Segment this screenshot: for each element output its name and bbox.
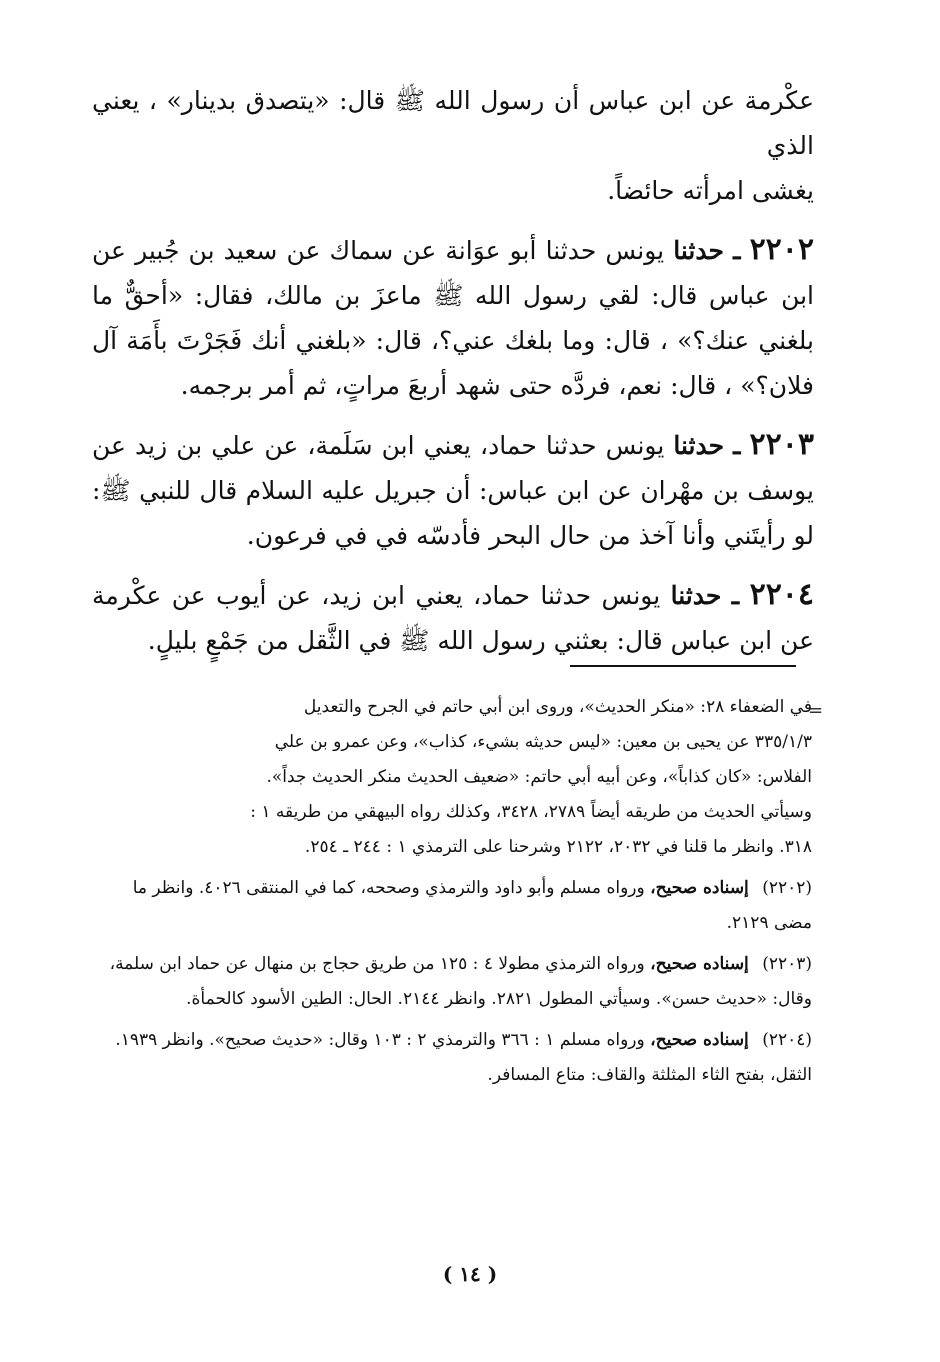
hadith-number: ٢٢٠٢ [749, 232, 815, 267]
dash: ـ [731, 581, 740, 610]
hadith-2204 [92, 572, 814, 663]
footnote-separator [570, 665, 796, 667]
footnote-grading: إسناده صحيح، [650, 1030, 749, 1050]
page-number: ( ١٤ ) [442, 1262, 498, 1286]
text-line: عكْرمة عن ابن عباس أن رسول الله ﷺ قال: «يتصدق بدينار» ، يعني الذي [92, 86, 814, 160]
footnote-label: (٢٢٠٣) [762, 954, 812, 974]
hadith-keyword: حدثنا [670, 581, 722, 610]
footnote-2204 [100, 1023, 812, 1093]
continuation-mark: = [808, 700, 824, 721]
hadith-2202 [92, 227, 814, 408]
hadith-number: ٢٢٠٣ [749, 427, 814, 462]
footnote-line: وسيأتي الحديث من طريقه أيضاً ٢٧٨٩، ٣٤٢٨، وكذلك رواه البيهقي من طريقه ١ : [250, 802, 812, 822]
paragraph-continuation [92, 78, 814, 213]
footnote-line: ٣٣٥/١/٣ عن يحيى بن معين: «ليس حديثه بشيء، كذاب»، وعن عمرو بن علي [274, 732, 812, 752]
hadith-text: يونس حدثنا حماد، يعني ابن سَلَمة، عن علي بن زيد عن يوسف بن مهْران عن ابن عباس: أن جبريل عليه السلام قال للنبي ﷺ: لو رأيتَني وأنا آخذ من حال البحر فأدسّه في في فرعون. [92, 431, 814, 550]
footnote-continued [100, 690, 812, 865]
footnote-2202 [100, 871, 812, 941]
hadith-number: ٢٢٠٤ [749, 577, 815, 612]
footnote-grading: إسناده صحيح، [650, 878, 749, 898]
dash: ـ [733, 431, 741, 460]
hadith-2203 [92, 422, 814, 558]
hadith-text: يونس حدثنا أبو عوَانة عن سماك عن سعيد بن جُبير عن ابن عباس قال: لقي رسول الله ﷺ ماعزَ بن مالك، فقال: «أحقٌّ ما بلغني عنك؟» ، قال: وما بلغك عني؟، قال: «بلغني أنك فَجَرْتَ بأَمَة آل فلان؟» ، قال: نعم، فردَّه حتى شهد أربعَ مراتٍ، ثم أمر برجمه. [92, 236, 814, 400]
footnote-grading: إسناده صحيح، [650, 954, 749, 974]
footnote-label: (٢٢٠٢) [762, 878, 812, 898]
hadith-text: يونس حدثنا حماد، يعني ابن زيد، عن أيوب عن عكْرمة عن ابن عباس قال: بعثني رسول الله ﷺ في الثَّقل من جَمْعٍ بليلٍ. [92, 581, 814, 655]
main-text-block [92, 78, 814, 677]
dash: ـ [733, 236, 741, 265]
footnote-label: (٢٢٠٤) [762, 1030, 812, 1050]
footnote-2203 [100, 947, 812, 1017]
footnote-text: ورواه مسلم وأبو داود والترمذي وصححه، كما في المنتقى ٤٠٢٦. وانظر ما مضى ٢١٢٩. [132, 878, 812, 933]
hadith-keyword: حدثنا [673, 431, 725, 460]
footnote-text: ورواه الترمذي مطولا ٤ : ١٢٥ من طريق حجاج بن منهال عن حماد ابن سلمة، وقال: «حديث حسن». وسيأتي المطول ٢٨٢١. وانظر ٢١٤٤. الحال: الطين الأسود كالحمأة. [109, 954, 812, 1009]
footnote-text: ورواه مسلم ١ : ٣٦٦ والترمذي ٢ : ١٠٣ وقال: «حديث صحيح». وانظر ١٩٣٩. الثقل، بفتح الثاء المثلثة والقاف: متاع المسافر. [115, 1030, 812, 1085]
text-line: يغشى امرأته حائضاً. [607, 176, 814, 205]
footnote-line: ٣١٨. وانظر ما قلنا في ٢٠٣٢، ٢١٢٢ وشرحنا على الترمذي ١ : ٢٤٤ ـ ٢٥٤. [304, 837, 812, 857]
hadith-keyword: حدثنا [673, 236, 724, 265]
footnotes-block [100, 690, 812, 1099]
footnote-line: في الضعفاء ٢٨: «منكر الحديث»، وروى ابن أبي حاتم في الجرح والتعديل [303, 697, 812, 717]
footnote-line: الفلاس: «كان كذاباً»، وعن أبيه أبي حاتم: «ضعيف الحديث منكر الحديث جداً». [266, 767, 812, 787]
